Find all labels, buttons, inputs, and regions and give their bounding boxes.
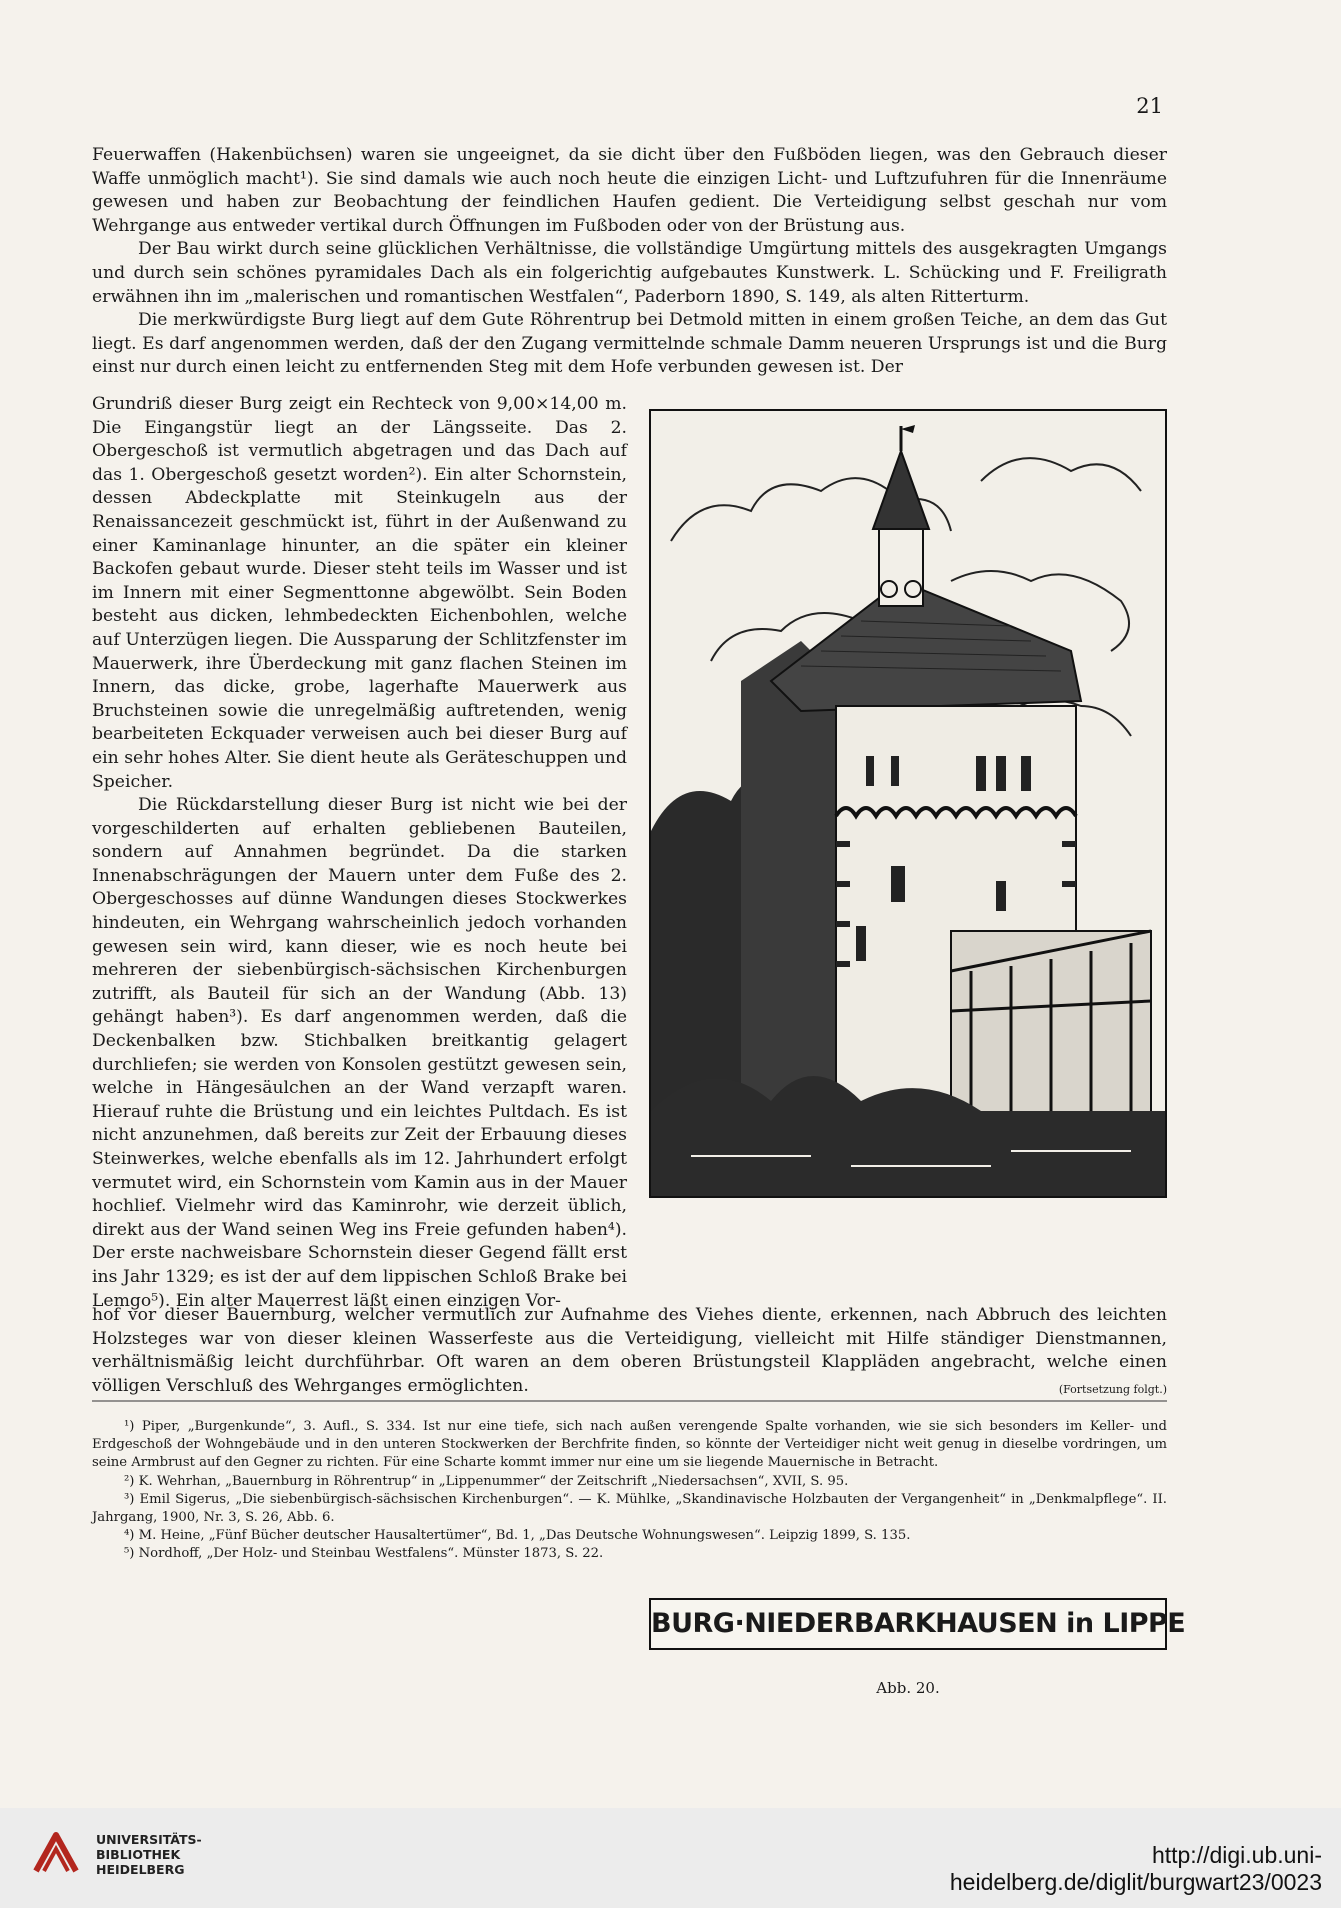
footnote: ⁵) Nordhoff, „Der Holz- und Steinbau Westfalens“. Münster 1873, S. 22. [124,1546,604,1562]
paragraph: Feuerwaffen (Hakenbüchsen) waren sie ungeeignet, da sie dicht über den Fußböden liegen, was den Gebrauch dieser Waffe unmöglich macht¹). Sie sind damals wie auch noch heute die einzigen Licht- und Luftzufuhren für die Innenräume gewesen und haben zur Beobachtung der feindlichen Haufen gedient. Die Verteidigung selbst geschah nur vom Wehrgange aus entweder vertikal durch Öffnungen im Fußboden oder von der Brüstung aus. [92,145,1167,236]
source-url-link[interactable]: http://digi.ub.uni-heidelberg.de/diglit/burgwart23/0023 [949,1842,1322,1895]
paragraph [92,1304,1167,1398]
figure-title: BURG·NIEDERBARKHAUSEN in LIPPE [649,1598,1167,1650]
paragraph: Die merkwürdigste Burg liegt auf dem Gute Röhrentrup bei Detmold mitten in einem großen Teiche, an dem das Gut liegt. Es darf angenommen werden, daß der den Zugang vermittelnde schmale Damm neueren Ursprungs ist und die Burg einst nur durch einen leicht zu entfernenden Steg mit dem Hofe verbunden gewesen ist. Der [92,310,1167,378]
castle-tower-drawing [651,411,1165,1196]
library-name [96,1832,202,1877]
footnote-divider [92,1400,1167,1402]
library-line: HEIDELBERG [96,1862,185,1877]
left-column-text [92,393,627,1313]
continuation-note: (Fortsetzung folgt.) [1058,1382,1167,1396]
footnote: ⁴) M. Heine, „Fünf Bücher deutscher Hausaltertümer“, Bd. 1, „Das Deutsche Wohnungswesen“. Leipzig 1899, S. 135. [124,1528,911,1544]
page-number: 21 [1136,94,1163,118]
woodcut-illustration [649,409,1167,1198]
paragraph: Der Bau wirkt durch seine glücklichen Verhältnisse, die vollständige Umgürtung mittels des ausgekragten Umgangs und durch sein schönes pyramidales Dach als ein folgerichtig aufgebautes Kunstwerk. L. Schücking und F. Freiligrath erwähnen ihn im „malerischen und romantischen Westfalen“, Paderborn 1890, S. 149, als alten Ritterturm. [92,239,1167,307]
footnote: ¹) Piper, „Burgenkunde“, 3. Aufl., S. 334. Ist nur eine tiefe, sich nach außen verengende Spalte vorhanden, wie sie sich besonders im Keller- und Erdgeschoß der Wohngebäude und in den unteren Stockwerken der Berchfrite finden, so könnte der Verteidiger nicht weit genug in dieselbe vordringen, um seine Armbrust auf den Gegner zu richten. Für eine Scharte kommt immer nur eine um sie liegende Mauernische in Betracht. [92,1419,1167,1471]
paragraph-text: hof vor dieser Bauernburg, welcher vermutlich zur Aufnahme des Viehes diente, erkennen, nach Abbruch des leichten Holzsteges war von dieser kleinen Wasserfeste aus die Verteidigung, vielleicht mit Hilfe ständiger Dienstmannen, verhältnismäßig leicht durchführbar. Oft waren an dem oberen Brüstungsteil Klappläden angebracht, welche einen völligen Verschluß des Wehrganges ermöglichten. [92,1305,1167,1396]
top-text-block [92,144,1167,380]
bottom-text-block [92,1304,1167,1401]
library-line: BIBLIOTHEK [96,1847,181,1862]
figure-caption: Abb. 20. [876,1679,940,1697]
paragraph: Grundriß dieser Burg zeigt ein Rechteck von 9,00×14,00 m. Die Eingangstür liegt an der Längsseite. Das 2. Obergeschoß ist vermutlich abgetragen und das Dach auf das 1. Obergeschoß gesetzt worden²). Ein alter Schornstein, dessen Abdeckplatte mit Steinkugeln aus der Renaissancezeit geschmückt ist, führt in der Außenwand zu einer Kaminanlage hinunter, an die später ein kleiner Backofen gebaut wurde. Dieser steht teils im Wasser und ist im Innern mit einer Segmenttonne abgewölbt. Sein Boden besteht aus dicken, lehmbedeckten Eichenbohlen, welche auf Unterzügen liegen. Die Aussparung der Schlitzfenster im Mauerwerk, ihre Überdeckung mit ganz flachen Steinen im Innern, das dicke, grobe, lagerhafte Mauerwerk aus Bruchsteinen sowie die unregelmäßig auftretenden, wenig bearbeiteten Eckquader verweisen auch bei dieser Burg auf ein sehr hohes Alter. Sie dient heute als Geräteschuppen und Speicher. [92,394,627,792]
library-line: UNIVERSITÄTS- [96,1832,202,1847]
footnotes [92,1418,1167,1564]
paragraph: Die Rückdarstellung dieser Burg ist nicht wie bei der vorgeschilderten auf erhalten gebliebenen Bauteilen, sondern auf Annahmen begründet. Da die starken Innenabschrägungen der Mauern unter dem Fuße des 2. Obergeschosses auf dünne Wandungen dieses Stockwerkes hindeuten, ein Wehrgang wahrscheinlich jedoch vorhanden gewesen sein wird, kann dieser, wie es noch heute bei mehreren der siebenbürgisch-sächsischen Kirchenburgen zutrifft, als Bauteil für sich an der Wandung (Abb. 13) gehängt haben³). Es darf angenommen werden, daß die Deckenbalken bzw. Stichbalken breitkantig gelagert durchliefen; sie werden von Konsolen gestützt gewesen sein, welche in Hängesäulchen an der Wand verzapft waren. Hierauf ruhte die Brüstung und ein leichtes Pultdach. Es ist nicht anzunehmen, daß bereits zur Zeit der Erbauung dieses Steinwerkes, welche ebenfalls als im 12. Jahrhundert erfolgt vermutet wird, ein Schornstein vom Kamin aus in der Mauer hochlief. Vielmehr wird das Kaminrohr, wie derzeit üblich, direkt aus der Wand seinen Weg ins Freie gefunden haben⁴). Der erste nachweisbare Schornstein dieser Gegend fällt erst ins Jahr 1329; es ist der auf dem lippischen Schloß Brake bei Lemgo⁵). Ein alter Mauerrest läßt einen einzigen Vor- [92,795,627,1311]
library-logo-icon [32,1831,80,1875]
footnote: ³) Emil Sigerus, „Die siebenbürgisch-sächsischen Kirchenburgen“. — K. Mühlke, „Skandinavische Holzbauten der Vergangenheit“ in „Denkmalpflege“. II. Jahrgang, 1900, Nr. 3, S. 26, Abb. 6. [92,1491,1167,1526]
footnote: ²) K. Wehrhan, „Bauernburg in Röhrentrup“ in „Lippenummer“ der Zeitschrift „Niedersachsen“, XVII, S. 95. [124,1473,849,1489]
